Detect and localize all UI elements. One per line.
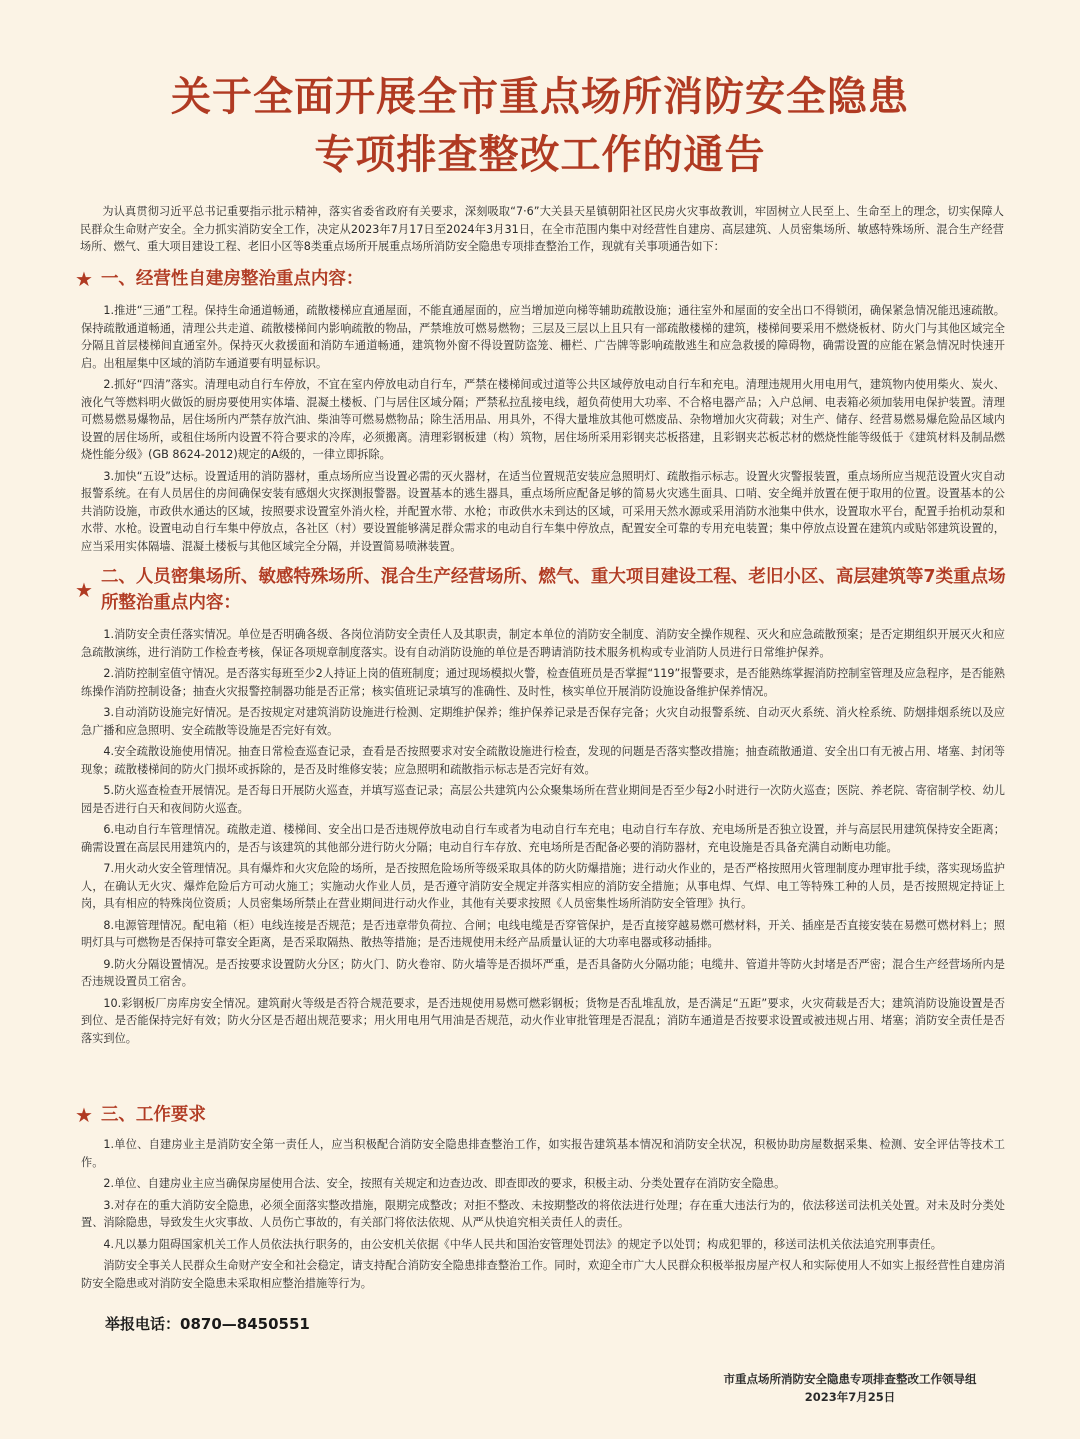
section-2-item-9: 9.防火分隔设置情况。是否按要求设置防火分区；防火门、防火卷帘、防火墙等是否损坏严重，是否具备防火分隔功能；电缆井、管道井等防火封堵是否严密；混合生产经营场所内是否违规设置员工宿舍。 [81,957,1005,988]
section-3-item-1: 1.单位、自建房业主是消防安全第一责任人，应当积极配合消防安全隐患排查整治工作，如实报告建筑基本情况和消防安全状况，积极协助房屋数据采集、检测、安全评估等技术工作。 [81,1138,1005,1169]
star-icon: ★ [75,267,93,291]
section-3-heading [75,1102,1015,1128]
section-3-title: 三、工作要求 [100,1105,206,1125]
section-3-item-3: 3.对存在的重大消防安全隐患，必须全面落实整改措施，限期完成整改；对拒不整改、未按期整改的将依法进行处理；存在重大违法行为的，依法移送司法机关处置。对未及时分类处置、消除隐患，导致发生火灾事故、人员伤亡事故的，有关部门将依法依规、从严从快追究相关责任人的责任。 [81,1198,1005,1229]
star-icon: ★ [75,578,93,602]
section-2-item-2: 2.消防控制室值守情况。是否落实每班至少2人持证上岗的值班制度；通过现场模拟火警，检查值班员是否掌握“119”报警要求，是否能熟练掌握消防控制室管理及应急程序，是否能熟练操作消防控制设备；抽查火灾报警控制器功能是否正常；核实值班记录填写的准确性、及时性，核实单位开展消防设施设备维护保养情况。 [81,667,1005,698]
title-line-2: 专项排查整改工作的通告 [314,131,766,178]
signature-block [680,1370,1020,1406]
section-2-item-7: 7.用火动火安全管理情况。具有爆炸和火灾危险的场所，是否按照危险场所等级采取具体的防火防爆措施；进行动火作业的，是否严格按照用火管理制度办理审批手续，落实现场监护人，在确认无火灾、爆炸危险后方可动火施工；实施动火作业人员，是否遵守消防安全规定并落实相应的消防安全措施；从事电焊、气焊、电工等特殊工种的人员，是否按照规定持证上岗，具有相应的特殊岗位资质；人员密集场所禁止在营业期间进行动火作业，其他有关要求按照《人员密集性场所消防安全管理》执行。 [81,862,1005,910]
section-3-item-4: 4.凡以暴力阻碍国家机关工作人员依法执行职务的，由公安机关依据《中华人民共和国治安管理处罚法》的规定予以处罚；构成犯罪的，移送司法机关依法追究刑事责任。 [103,1237,942,1251]
section-1 [75,266,1015,559]
section-2-item-10: 10.彩钢板厂房库房安全情况。建筑耐火等级是否符合规范要求，是否违规使用易燃可燃彩钢板；货物是否乱堆乱放，是否满足“五距”要求，火灾荷载是否大；建筑消防设施设置是否到位、是否能保持完好有效；防火分区是否超出规范要求；用火用电用气用油是否规范，动火作业审批管理是否混乱；消防车通道是否按要求设置或被违规占用、堵塞；消防安全责任是否落实到位。 [81,996,1005,1045]
section-2-heading [75,564,1015,616]
section-3 [75,1102,1015,1296]
closing-paragraph: 消防安全事关人民群众生命财产安全和社会稳定，请支持配合消防安全隐患排查整治工作。同时，欢迎全市广大人民群众积极举报房屋产权人和实际使用人不如实上报经营性自建房消防安全隐患或对消防安全隐患未采取相应整治措施等行为。 [81,1259,1005,1290]
section-1-item-3: 3.加快“五设”达标。设置适用的消防器材，重点场所应当设置必需的灭火器材，在适当位置规范安装应急照明灯、疏散指示标志。设置火灾警报装置，重点场所应当规范设置火灾自动报警系统。在有人员居住的房间确保安装有感烟火灾探测报警器。设置基本的逃生器具，重点场所应配备足够的简易火灾逃生面具、口哨、安全绳并放置在便于取用的位置。设置基本的公共消防设施，市政供水通达的区域，按照要求设置室外消火栓，并配置水带、水枪；市政供水未到达的区域，可采用天然水源或采用消防水池集中供水，设置取水平台，配置手抬机动泵和水带、水枪。设置电动自行车集中停放点，各社区（村）要设置能够满足群众需求的电动自行车集中停放点，配置安全可靠的专用充电装置；集中停放点设置在建筑内或贴邻建筑设置的，应当采用实体隔墙、混凝土楼板与其他区域完全分隔，并设置简易喷淋装置。 [81,469,1005,553]
section-2-title: 二、人员密集场所、敏感特殊场所、混合生产经营场所、燃气、重大项目建设工程、老旧小区、高层建筑等7类重点场所整治重点内容： [100,567,1006,613]
section-2-item-6: 6.电动自行车管理情况。疏散走道、楼梯间、安全出口是否违规停放电动自行车或者为电动自行车充电；电动自行车存放、充电场所是否独立设置，并与高层民用建筑保持安全距离；确需设置在高层民用建筑内的，是否与该建筑的其他部分进行防火分隔；电动自行车存放、充电场所是否配备必要的消防器材，充电设施是否具备充满自动断电功能。 [81,823,1005,854]
section-3-item-2: 2.单位、自建房业主应当确保房屋使用合法、安全，按照有关规定和边查边改、即查即改的要求，积极主动、分类处置存在消防安全隐患。 [103,1177,786,1190]
notice-title [0,68,1080,184]
section-2 [75,564,1015,1051]
section-1-heading [75,266,1015,292]
section-2-item-8: 8.电源管理情况。配电箱（柜）电线连接是否规范；是否违章带负荷拉、合闸；电线电缆是否穿管保护，是否直接穿越易燃可燃材料，开关、插座是否直接安装在易燃可燃材料上；照明灯具与可燃物是否保持可靠安全距离，是否采取隔热、散热等措施；是否违规使用未经产品质量认证的大功率电器或移动插排。 [81,918,1005,949]
section-2-item-1: 1.消防安全责任落实情况。单位是否明确各级、各岗位消防安全责任人及其职责，制定本单位的消防安全制度、消防安全操作规程、灭火和应急疏散预案；是否定期组织开展灭火和应急疏散演练，进行消防工作检查考核，保证各项规章制度落实。设有自动消防设施的单位是否聘请消防技术服务机构或专业消防人员进行日常维护保养。 [81,628,1005,659]
star-icon: ★ [75,1103,93,1127]
intro-paragraph: 为认真贯彻习近平总书记重要指示批示精神，落实省委省政府有关要求，深刻吸取“7·6”大关县天星镇朝阳社区民房火灾事故教训，牢固树立人民至上、生命至上的理念，切实保障人民群众生命财产安全。全力抓实消防安全工作，决定从2023年7月17日至2024年3月31日，在全市范围内集中对经营性自建房、高层建筑、人员密集场所、敏感特殊场所、混合生产经营场所、燃气、重大项目建设工程、老旧小区等8类重点场所开展重点场所消防安全隐患专项排查整治工作，现就有关事项通告如下： [80,205,1004,253]
title-line-1: 关于全面开展全市重点场所消防安全隐患 [171,73,909,120]
section-2-item-3: 3.自动消防设施完好情况。是否按规定对建筑消防设施进行检测、定期维护保养；维护保养记录是否保存完备；火灾自动报警系统、自动灭火系统、消火栓系统、防烟排烟系统以及应急广播和应急照明、安全疏散等设施是否完好有效。 [81,706,1005,737]
report-hotline [105,1313,310,1334]
section-2-item-4: 4.安全疏散设施使用情况。抽查日常检查巡查记录，查看是否按照要求对安全疏散设施进行检查，发现的问题是否落实整改措施；抽查疏散通道、安全出口有无被占用、堵塞、封闭等现象；疏散楼梯间的防火门损坏或拆除的，是否及时维修安装；应急照明和疏散指示标志是否完好有效。 [81,745,1005,776]
issue-date: 2023年7月25日 [804,1390,896,1404]
report-phone: 0870—8450551 [180,1315,310,1333]
report-label: 举报电话： [105,1315,181,1333]
section-1-item-2: 2.抓好“四清”落实。清理电动自行车停放，不宜在室内停放电动自行车，严禁在楼梯间或过道等公共区域停放电动自行车和充电。清理违规用火用电用气，建筑物内使用柴火、炭火、液化气等燃料明火做饭的厨房要使用实体墙、混凝土楼板、门与居住区域分隔；严禁私拉乱接电线，超负荷使用大功率、不合格电器产品；入户总闸、电表箱必须加装用电保护装置。清理可燃易燃易爆物品，居住场所内严禁存放汽油、柴油等可燃易燃物品；除生活用品、用具外，不得大量堆放其他可燃废品、杂物增加火灾荷载；对生产、储存、经营易燃易爆危险品区域内设置的居住场所，或租住场所内设置不符合要求的冷库，必须搬离。清理彩钢板建（构）筑物，居住场所采用彩钢夹芯板搭建，且彩钢夹芯板芯材的燃烧性能等级低于《建筑材料及制品燃烧性能分级》(GB 8624-2012)规定的A级的，一律立即拆除。 [81,378,1005,461]
section-1-item-1: 1.推进“三通”工程。保持生命通道畅通，疏散楼梯应直通屋面，不能直通屋面的，应当增加逆向梯等辅助疏散设施；通往室外和屋面的安全出口不得锁闭，确保紧急情况能迅速疏散。保持疏散通道畅通，清理公共走道、疏散楼梯间内影响疏散的物品，严禁堆放可燃易燃物；三层及三层以上且只有一部疏散楼梯的建筑，楼梯间要采用不燃烧板材、防火门与其他区域完全分隔且首层楼梯间直通室外。保持灭火救援面和消防车通道畅通，建筑物外窗不得设置防盗笼、栅栏、广告牌等影响疏散逃生和应急救援的障碍物，确需设置的应能在紧急情况时快速开启。出租屋集中区域的消防车通道要有明显标识。 [81,304,1005,370]
section-2-item-5: 5.防火巡查检查开展情况。是否每日开展防火巡查，并填写巡查记录；高层公共建筑内公众聚集场所在营业期间是否至少每2小时进行一次防火巡查；医院、养老院、寄宿制学校、幼儿园是否进行白天和夜间防火巡查。 [81,784,1005,815]
section-1-title: 一、经营性自建房整治重点内容： [100,269,364,289]
issuing-organization: 市重点场所消防安全隐患专项排查整改工作领导组 [723,1372,977,1386]
